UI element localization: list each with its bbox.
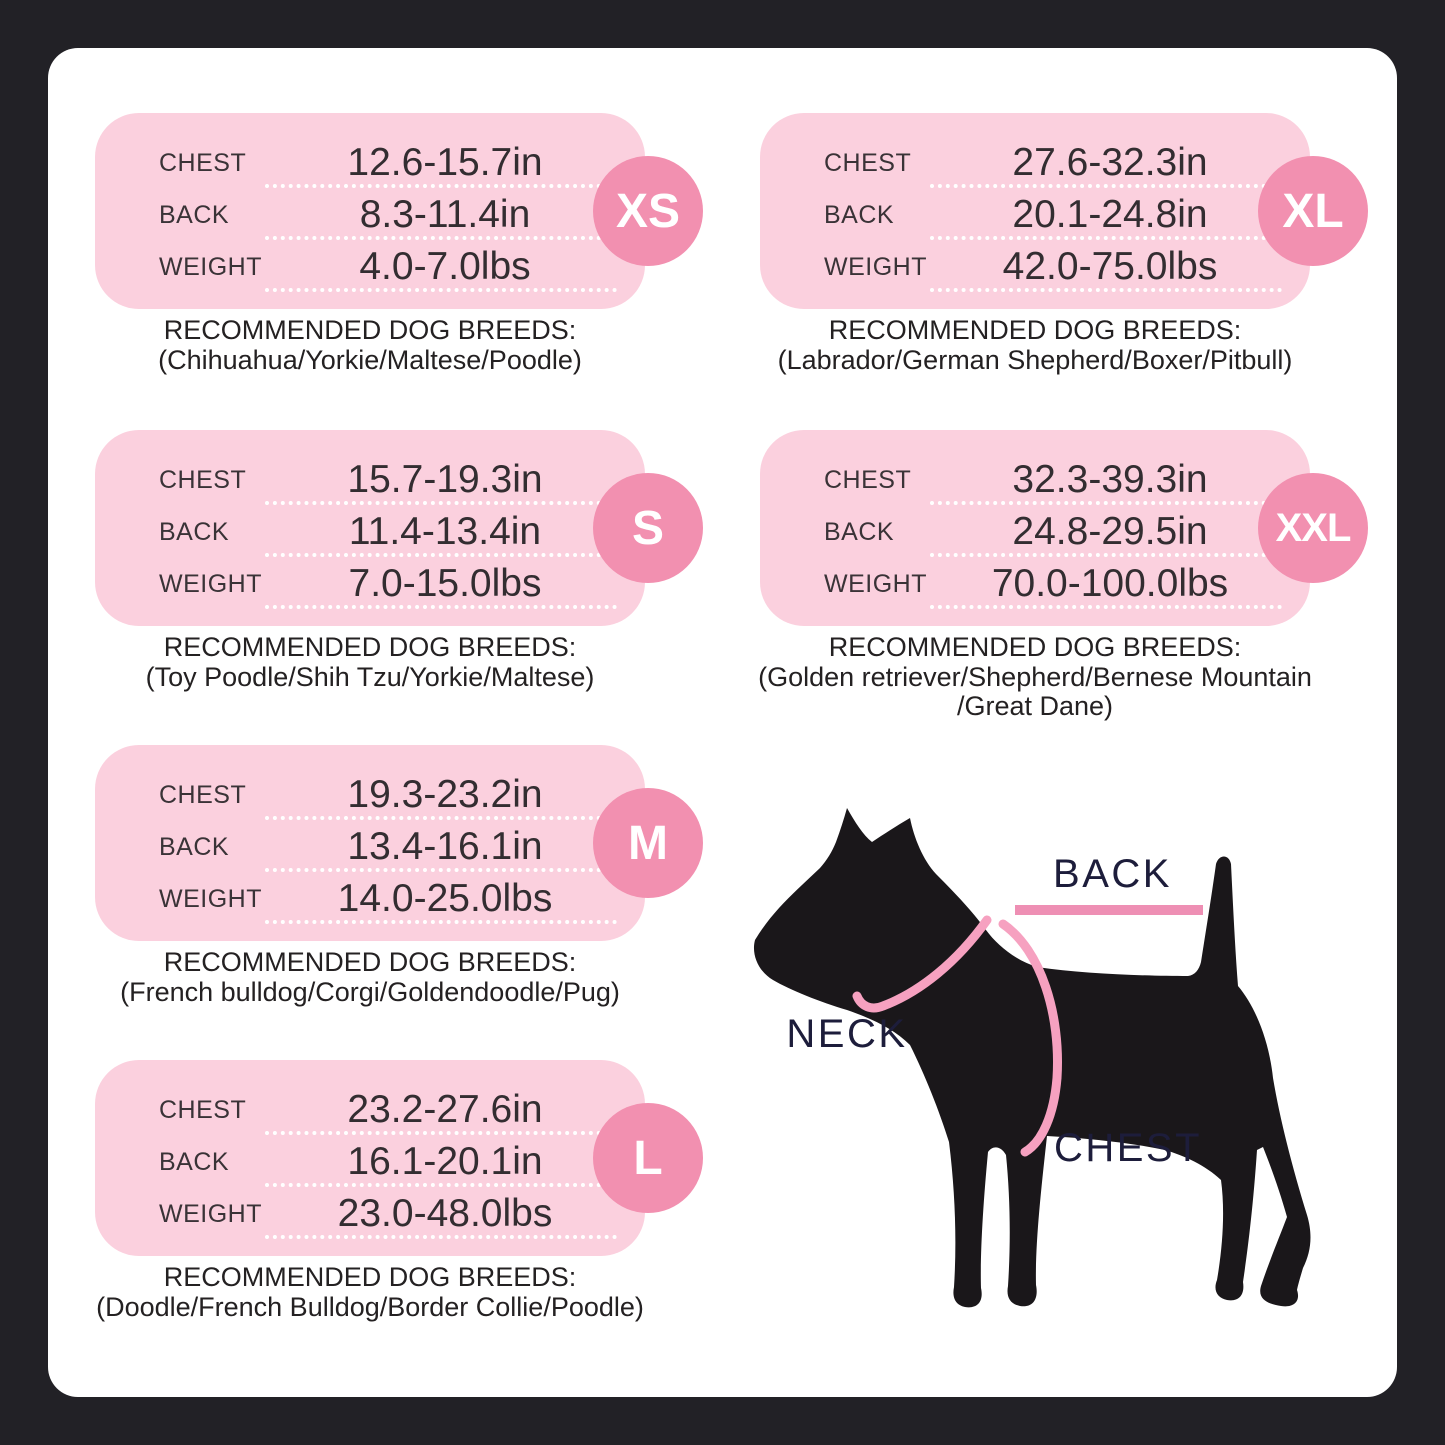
breeds-list: (Golden retriever/Shepherd/Bernese Mountain /Great Dane) — [758, 662, 1312, 721]
weight-value: 7.0-15.0lbs — [348, 562, 542, 605]
weight-value: 4.0-7.0lbs — [359, 245, 531, 288]
breeds-list: (Chihuahua/Yorkie/Maltese/Poodle) — [158, 345, 582, 375]
weight-value: 70.0-100.0lbs — [991, 562, 1229, 605]
dotted-line — [265, 920, 617, 924]
chest-value: 23.2-27.6in — [347, 1088, 543, 1131]
back-label: BACK — [824, 517, 895, 546]
dotted-line — [265, 868, 617, 872]
recommended-heading: RECOMMENDED DOG BREEDS: — [163, 947, 577, 977]
chest-row — [159, 137, 619, 189]
back-label: BACK — [159, 832, 230, 861]
recommended-heading: RECOMMENDED DOG BREEDS: — [163, 632, 577, 662]
chest-row — [824, 137, 1284, 189]
weight-row — [159, 241, 619, 293]
measure-rows — [159, 1084, 619, 1240]
size-badge-xs: XS — [593, 156, 703, 266]
back-value: 16.1-20.1in — [347, 1140, 543, 1183]
back-row — [824, 189, 1284, 241]
dotted-line — [930, 184, 1282, 188]
size-badge-m: M — [593, 788, 703, 898]
weight-row — [159, 1188, 619, 1240]
back-row — [159, 1136, 619, 1188]
dotted-line — [265, 605, 617, 609]
back-label: BACK — [159, 1147, 230, 1176]
chest-row — [159, 454, 619, 506]
back-row — [824, 506, 1284, 558]
chest-value: 19.3-23.2in — [347, 773, 543, 816]
dotted-line — [265, 1235, 617, 1239]
weight-value: 42.0-75.0lbs — [1002, 245, 1218, 288]
breeds-block-l — [60, 1263, 680, 1322]
size-badge-xl: XL — [1258, 156, 1368, 266]
dotted-line — [265, 236, 617, 240]
back-value: 24.8-29.5in — [1012, 510, 1208, 553]
dotted-line — [265, 1131, 617, 1135]
recommended-heading: RECOMMENDED DOG BREEDS: — [828, 632, 1242, 662]
dotted-line — [930, 605, 1282, 609]
dotted-line — [930, 553, 1282, 557]
back-value: 8.3-11.4in — [359, 193, 531, 236]
size-card-xxl — [760, 430, 1351, 626]
back-value: 11.4-13.4in — [348, 510, 542, 553]
weight-row — [824, 241, 1284, 293]
breeds-block-xs — [60, 316, 680, 375]
size-badge-l: L — [593, 1103, 703, 1213]
dotted-line — [265, 816, 617, 820]
breeds-list: (Doodle/French Bulldog/Border Collie/Poodle) — [96, 1292, 644, 1322]
weight-row — [824, 558, 1284, 610]
diagram-neck-label: NECK — [786, 1012, 908, 1056]
recommended-heading: RECOMMENDED DOG BREEDS: — [163, 1262, 577, 1292]
weight-row — [159, 558, 619, 610]
breeds-list: (Labrador/German Shepherd/Boxer/Pitbull) — [777, 345, 1293, 375]
weight-label: WEIGHT — [824, 569, 927, 598]
back-label: BACK — [824, 200, 895, 229]
weight-value: 23.0-48.0lbs — [337, 1192, 553, 1235]
chest-row — [159, 769, 619, 821]
size-card-xs — [95, 113, 681, 309]
diagram-back-label: BACK — [1053, 852, 1172, 896]
dotted-line — [265, 553, 617, 557]
back-row — [159, 821, 619, 873]
dotted-line — [265, 288, 617, 292]
chest-label: CHEST — [824, 465, 912, 494]
breeds-block-xxl — [725, 633, 1345, 721]
back-label: BACK — [159, 517, 230, 546]
chest-value: 12.6-15.7in — [347, 141, 543, 184]
weight-row — [159, 873, 619, 925]
weight-label: WEIGHT — [159, 252, 262, 281]
chest-row — [159, 1084, 619, 1136]
size-card-m — [95, 745, 668, 941]
breeds-block-xl — [725, 316, 1345, 375]
chest-value: 32.3-39.3in — [1012, 458, 1208, 501]
weight-label: WEIGHT — [824, 252, 927, 281]
chest-label: CHEST — [159, 148, 247, 177]
breeds-list: (Toy Poodle/Shih Tzu/Yorkie/Maltese) — [145, 662, 595, 692]
chest-row — [824, 454, 1284, 506]
back-value: 13.4-16.1in — [347, 825, 543, 868]
back-label: BACK — [159, 200, 230, 229]
weight-label: WEIGHT — [159, 884, 262, 913]
diagram-chest-label: CHEST — [1053, 1126, 1203, 1170]
recommended-heading: RECOMMENDED DOG BREEDS: — [163, 315, 577, 345]
breeds-list: (French bulldog/Corgi/Goldendoodle/Pug) — [120, 977, 620, 1007]
dotted-line — [265, 1183, 617, 1187]
chest-value: 27.6-32.3in — [1012, 141, 1208, 184]
breeds-block-m — [60, 948, 680, 1007]
measure-rows — [159, 454, 619, 610]
chest-value: 15.7-19.3in — [347, 458, 543, 501]
weight-label: WEIGHT — [159, 569, 262, 598]
chest-label: CHEST — [159, 780, 247, 809]
measure-rows — [824, 454, 1284, 610]
measure-rows — [824, 137, 1284, 293]
weight-label: WEIGHT — [159, 1199, 262, 1228]
dotted-line — [930, 501, 1282, 505]
measure-rows — [159, 769, 619, 925]
breeds-block-s — [60, 633, 680, 692]
chest-label: CHEST — [824, 148, 912, 177]
size-badge-s: S — [593, 473, 703, 583]
recommended-heading: RECOMMENDED DOG BREEDS: — [828, 315, 1242, 345]
dotted-line — [930, 236, 1282, 240]
dotted-line — [265, 184, 617, 188]
measure-rows — [159, 137, 619, 293]
size-card-xl — [760, 113, 1344, 309]
back-row — [159, 506, 619, 558]
size-card-l — [95, 1060, 663, 1256]
dotted-line — [265, 501, 617, 505]
size-badge-xxl: XXL — [1258, 473, 1368, 583]
chest-label: CHEST — [159, 465, 247, 494]
dotted-line — [930, 288, 1282, 292]
weight-value: 14.0-25.0lbs — [337, 877, 553, 920]
chest-label: CHEST — [159, 1095, 247, 1124]
size-card-s — [95, 430, 664, 626]
back-value: 20.1-24.8in — [1012, 193, 1208, 236]
back-row — [159, 189, 619, 241]
